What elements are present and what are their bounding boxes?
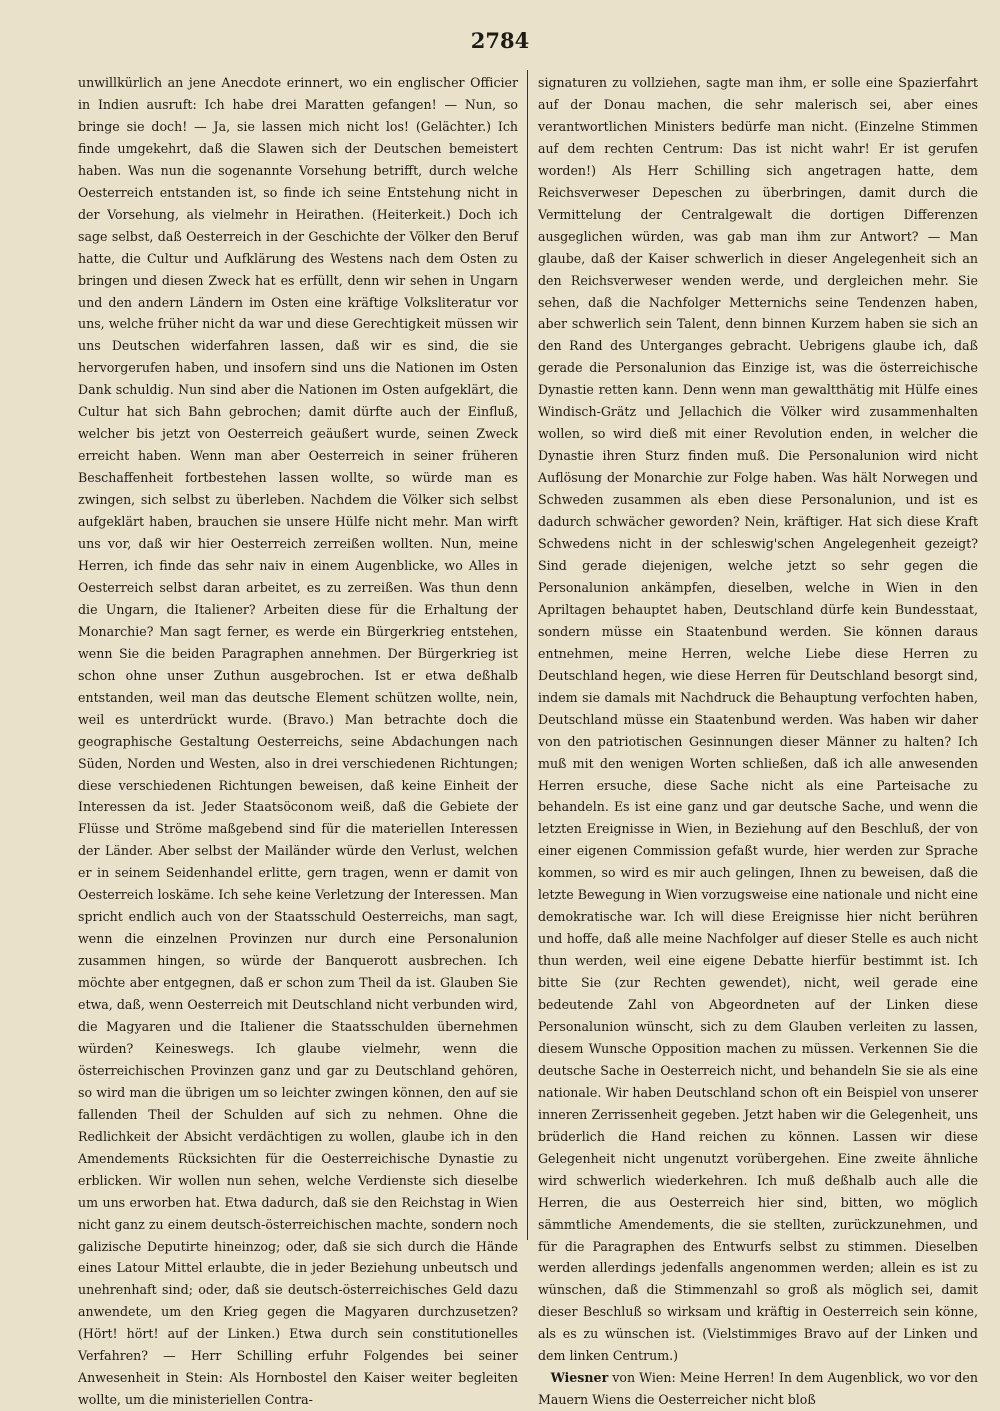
right-column — [538, 72, 978, 1411]
column-divider — [527, 70, 528, 1240]
page-number: 2784 — [470, 28, 530, 53]
speech-text: von Wien: Meine Herren! In dem Augenblick, wo vor den Mauern Wiens die Oesterreicher nicht bloß — [538, 1370, 978, 1408]
speaker-name: Wiesner — [550, 1370, 609, 1386]
new-speech-paragraph — [538, 1367, 978, 1411]
left-column-paragraph: unwillkürlich an jene Anecdote erinnert, wo ein englischer Officier in Indien ausruft: Ich habe drei Maratten gefangen! — Nun, so bringe sie doch! — Ja, sie lassen mich nicht los! (Gelächter.) Ich finde umgekehrt, daß die Slawen sich der Deutschen bemeistert haben. Was nun die sogenannte Vorsehung betrifft, durch welche Oesterreich entstanden ist, so finde ich seine Entstehung nicht in der Vorsehung, als vielmehr in Heirathen. (Heiterkeit.) Doch ich sage selbst, daß Oesterreich in der Geschichte der Völker den Beruf hatte, die Cultur und Aufklärung des Westens nach dem Osten zu bringen und diesen Zweck hat es erfüllt, denn wir sehen in Ungarn und den andern Ländern im Osten eine kräftige Volksliteratur vor uns, welche früher nicht da war und diese Gerechtigkeit müssen wir uns Deutschen widerfahren lassen, daß wir es sind, die sie hervorgerufen haben, und insofern sind uns die Nationen im Osten Dank schuldig. Nun sind aber die Nationen im Osten aufgeklärt, die Cultur hat sich Bahn gebrochen; damit dürfte auch der Einfluß, welcher bis jetzt von Oesterreich geäußert wurde, seinen Zweck erreicht haben. Wenn man aber Oesterreich in seiner früheren Beschaffenheit fortbestehen lassen wollte, so würde man es zwingen, sich selbst zu überleben. Nachdem die Völker sich selbst aufgeklärt haben, brauchen sie unsere Hülfe nicht mehr. Man wirft uns vor, daß wir hier Oesterreich zerreißen wollten. Nun, meine Herren, ich finde das sehr naiv in einem Augenblicke, wo Alles in Oesterreich selbst daran arbeitet, es zu zerreißen. Was thun denn die Ungarn, die Italiener? Arbeiten diese für die Erhaltung der Monarchie? Man sagt ferner, es werde ein Bürgerkrieg entstehen, wenn Sie die beiden Paragraphen annehmen. Der Bürgerkrieg ist schon ohne unser Zuthun ausgebrochen. Ist er etwa deßhalb entstanden, weil man das deutsche Element schützen wollte, nein, weil es unterdrückt wurde. (Bravo.) Man betrachte doch die geographische Gestaltung Oesterreichs, seine Abdachungen nach Süden, Norden und Westen, also in drei verschiedenen Richtungen; diese verschiedenen Richtungen beweisen, daß keine Einheit der Interessen da ist. Jeder Staatsöconom weiß, daß die Gebiete der Flüsse und Ströme maßgebend sind für die materiellen Interessen der Länder. Aber selbst der Mailänder würde den Verlust, welchen er in seinem Seidenhandel erlitte, gern tragen, wenn er damit von Oesterreich loskäme. Ich sehe keine Verletzung der Interessen. Man spricht endlich auch von der Staatsschuld Oesterreichs, man sagt, wenn die einzelnen Provinzen nur durch eine Personalunion zusammen hingen, so würde der Banquerott ausbrechen. Ich möchte aber entgegnen, daß er schon zum Theil da ist. Glauben Sie etwa, daß, wenn Oesterreich mit Deutschland nicht verbunden wird, die Magyaren und die Italiener die Staatsschulden übernehmen würden? Keineswegs. Ich glaube vielmehr, wenn die österreichischen Provinzen ganz und gar zu Deutschland gehören, so wird man die übrigen um so leichter zwingen können, den auf sie fallenden Theil der Schulden auf sich zu nehmen. Ohne die Redlichkeit der Absicht verdächtigen zu wollen, glaube ich in den Amendements Rücksichten für die Oesterreichische Dynastie zu erblicken. Wir wollen nun sehen, welche Verdienste sich dieselbe um uns erworben hat. Etwa dadurch, daß sie den Reichstag in Wien nicht ganz zu einem deutsch-österreichischen machte, sondern noch galizische Deputirte hineinzog; oder, daß sie sich durch die Hände eines Latour Mittel erlaubte, die in jeder Beziehung unbeutsch und unehrenhaft sind; oder, daß sie deutsch-österreichisches Geld dazu anwendete, um den Krieg gegen die Magyaren durchzusetzen? (Hört! hört! auf der Linken.) Etwa durch sein constitutionelles Verfahren? — Herr Schilling erfuhr Folgendes bei seiner Anwesenheit in Stein: Als Hornbostel den Kaiser weiter begleiten wollte, um die ministeriellen Contra- — [78, 75, 518, 1408]
left-column — [78, 72, 518, 1411]
right-column-paragraph: signaturen zu vollziehen, sagte man ihm, er solle eine Spazierfahrt auf der Donau machen, die sehr malerisch sei, aber eines verantwortlichen Ministers bedürfe man nicht. (Einzelne Stimmen auf dem rechten Centrum: Das ist nicht wahr! Er ist gerufen worden!) Als Herr Schilling sich angetragen hatte, dem Reichsverweser Depeschen zu überbringen, damit durch die Vermittelung der Centralgewalt die dortigen Differenzen ausgeglichen würden, was gab man ihm zur Antwort? — Man glaube, daß der Kaiser schwerlich in dieser Angelegenheit sich an den Reichsverweser wenden werde, und dergleichen mehr. Sie sehen, daß die Nachfolger Metternichs seine Tendenzen haben, aber schwerlich sein Talent, denn binnen Kurzem haben sie sich an den Rand des Unterganges gebracht. Uebrigens glaube ich, daß gerade die Personalunion das Einzige ist, was die österreichische Dynastie retten kann. Denn wenn man gewaltthätig mit Hülfe eines Windisch-Grätz und Jellachich die Völker wird zusammenhalten wollen, so wird dieß mit einer Revolution enden, in welcher die Dynastie ihren Sturz finden muß. Die Personalunion wird nicht Auflösung der Monarchie zur Folge haben. Was hält Norwegen und Schweden zusammen als eben diese Personalunion, und ist es dadurch schwächer geworden? Nein, kräftiger. Hat sich diese Kraft Schwedens nicht in der schleswig'schen Angelegenheit gezeigt? Sind gerade diejenigen, welche jetzt so sehr gegen die Personalunion ankämpfen, dieselben, welche in Wien in den Apriltagen behauptet haben, Deutschland dürfe kein Bundesstaat, sondern müsse ein Staatenbund werden. Sie können daraus entnehmen, meine Herren, welche Liebe diese Herren zu Deutschland hegen, wie diese Herren für Deutschland besorgt sind, indem sie damals mit Nachdruck die Behauptung verfochten haben, Deutschland müsse ein Staatenbund werden. Was haben wir daher von den patriotischen Gesinnungen dieser Männer zu halten? Ich muß mit den wenigen Worten schließen, daß ich alle anwesenden Herren ersuche, diese Sache nicht als eine Parteisache zu behandeln. Es ist eine ganz und gar deutsche Sache, und wenn die letzten Ereignisse in Wien, in Beziehung auf den Beschluß, der von einer eigenen Commission gefaßt wurde, hier werden zur Sprache kommen, so wird es mir auch gelingen, Ihnen zu beweisen, daß die letzte Bewegung in Wien vorzugsweise eine nationale und nicht eine demokratische war. Ich will diese Ereignisse hier nicht berühren und hoffe, daß alle meine Nachfolger auf dieser Stelle es auch nicht thun werden, weil eine eigene Debatte hierfür bestimmt ist. Ich bitte Sie (zur Rechten gewendet), nicht, weil gerade eine bedeutende Zahl von Abgeordneten auf der Linken diese Personalunion wünscht, sich zu dem Glauben verleiten zu lassen, diesem Wunsche Opposition machen zu müssen. Verkennen Sie die deutsche Sache in Oesterreich nicht, und behandeln Sie sie als eine nationale. Wir haben Deutschland schon oft ein Beispiel von unserer inneren Zerrissenheit gegeben. Jetzt haben wir die Gelegenheit, uns brüderlich die Hand reichen zu können. Lassen wir diese Gelegenheit nicht ungenutzt vorübergehen. Eine zweite ähnliche wird schwerlich wiederkehren. Ich muß deßhalb auch alle die Herren, die aus Oesterreich hier sind, bitten, wo möglich sämmtliche Amendements, die sie stellten, zurückzunehmen, und für die Paragraphen des Entwurfs selbst zu stimmen. Dieselben werden allerdings jedenfalls angenommen werden; allein es ist zu wünschen, daß die Stimmenzahl so groß als möglich sei, damit dieser Beschluß so wirksam und kräftig in Oesterreich sein könne, als es zu wünschen ist. (Vielstimmiges Bravo auf der Linken und dem linken Centrum.) — [538, 75, 978, 1364]
